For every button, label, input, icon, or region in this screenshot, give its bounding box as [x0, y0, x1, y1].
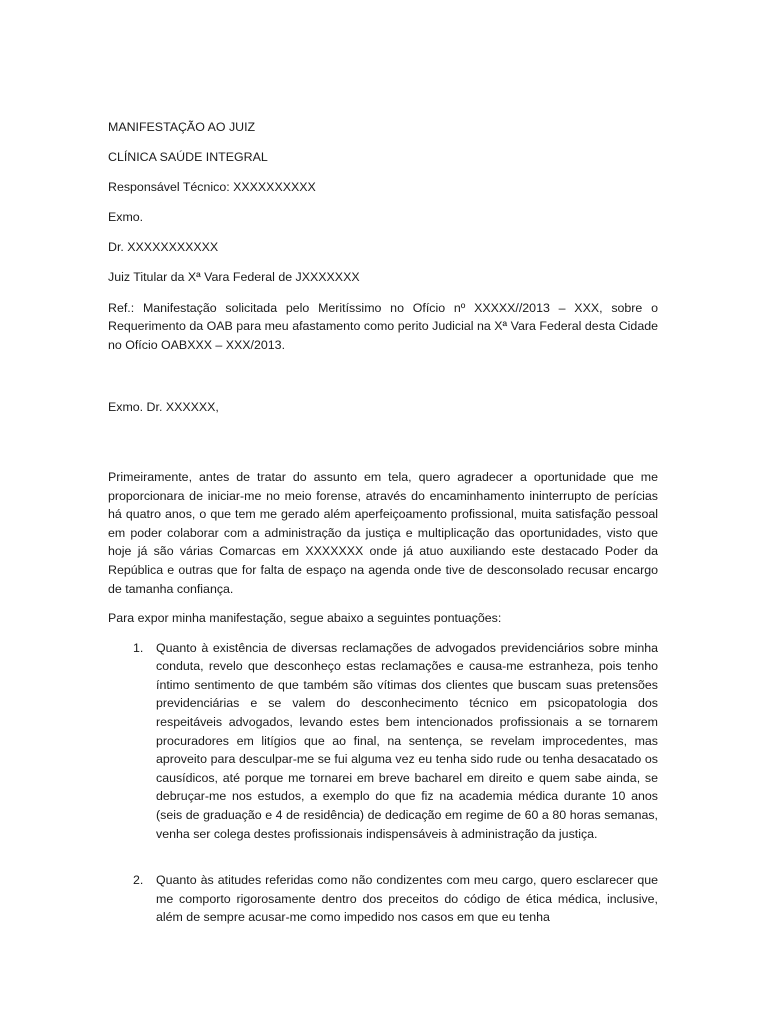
salutation-short: Exmo. [108, 210, 144, 225]
document-page [108, 118, 658, 927]
list-item [108, 639, 658, 844]
greeting: Exmo. Dr. XXXXXX, [108, 400, 219, 415]
list-item-text: Quanto às atitudes referidas como não condizentes com meu cargo, quero esclarecer que me comporto rigorosamente dentro dos preceitos do código de ética médica, inclusive, além de sempre acusar-me como impedido nos casos em que eu tenha [156, 873, 658, 925]
list-item-number: 2. [133, 873, 144, 888]
intro-paragraph: Primeiramente, antes de tratar do assunto em tela, quero agradecer a oportunidade que me proporcionara de iniciar-me no meio forense, através do encaminhamento ininterrupto de perícias há quatro anos, o que tem me gerado além aperfeiçoamento profissional, muita satisfação pessoal em poder colaborar com a administração da justiça e multiplicação das oportunidades, visto que hoje já são várias Comarcas em XXXXXXX onde já atuo auxiliando este destacado Poder da República e outras que for falta de espaço na agenda onde tive de desconsolado recusar encargo de tamanha confiança. [108, 469, 658, 596]
judge-role: Juiz Titular da Xª Vara Federal de JXXXXXXX [108, 270, 360, 285]
clinic-name: CLÍNICA SAÚDE INTEGRAL [108, 150, 268, 165]
reference-paragraph: Ref.: Manifestação solicitada pelo Meritíssimo no Ofício nº XXXXX//2013 – XXX, sobre o Requerimento da OAB para meu afastamento como perito Judicial na Xª Vara Federal desta Cidade no Ofício OABXXX – XXX/2013. [108, 300, 658, 352]
responsible-technician: Responsável Técnico: XXXXXXXXXX [108, 180, 316, 195]
list-item-number: 1. [133, 640, 144, 655]
lead-sentence: Para expor minha manifestação, segue abaixo a seguintes pontuações: [108, 611, 502, 626]
document-title: MANIFESTAÇÃO AO JUIZ [108, 120, 256, 134]
list-item-text: Quanto à existência de diversas reclamações de advogados previdenciários sobre minha conduta, revelo que desconheço estas reclamações e causa-me estranheza, pois tenho íntimo sentimento de que também são vítimas dos clientes que buscam suas pretensões previdenciárias e se valem do desconhecimento técnico em psicopatologia dos respeitáveis advogados, levando estes bem intencionados profissionais a se tornarem procuradores em litígios que ao final, na sentença, se revelam improcedentes, mas aproveito para desculpar-me se fui alguma vez eu tenha sido rude ou tenha desacatado os causídicos, até porque me tornarei em breve bacharel em direito e quem sabe ainda, se debruçar-me nos estudos, a exemplo do que fiz na academia médica durante 10 anos (seis de graduação e 4 de residência) de dedicação em regime de 60 a 80 horas semanas, venha ser colega destes profissionais indispensáveis à administração da justiça. [156, 640, 658, 841]
list-item [108, 871, 658, 927]
points-list [108, 639, 658, 927]
recipient-name: Dr. XXXXXXXXXXX [108, 240, 219, 255]
